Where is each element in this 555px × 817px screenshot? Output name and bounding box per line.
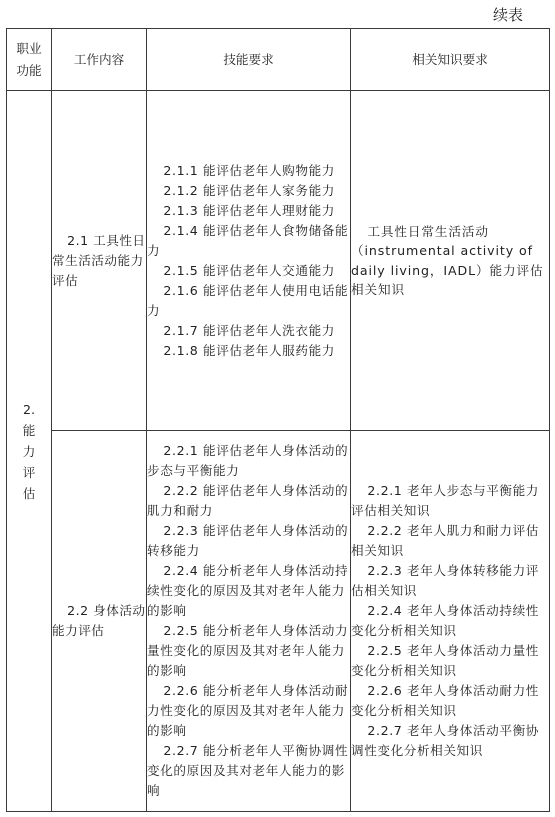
knowledge-item: 2.2.3 老年人身体转移能力评估相关知识 <box>351 563 539 598</box>
header-function-line-2: 功能 <box>16 62 42 78</box>
skill-item: 2.1.2 能评估老年人家务能力 <box>163 182 335 198</box>
skill-item: 2.2.2 能评估老年人身体活动的肌力和耐力 <box>147 483 349 518</box>
skill-item: 2.1.4 能评估老年人食物储备能力 <box>147 222 349 258</box>
work-content-text: 2.1 工具性日常生活活动能力评估 <box>52 232 146 288</box>
function-cell <box>7 91 52 812</box>
function-char: 能 <box>22 422 36 438</box>
skill-item: 2.2.6 能分析老年人身体活动耐力性变化的原因及其对老年人能力的影响 <box>147 683 349 738</box>
standards-table <box>6 28 550 812</box>
header-knowledge-requirements: 相关知识要求 <box>351 29 550 91</box>
work-content-text: 2.2 身体活动能力评估 <box>52 603 146 638</box>
skill-item: 2.2.1 能评估老年人身体活动的步态与平衡能力 <box>147 443 349 478</box>
skill-item: 2.2.3 能评估老年人身体活动的转移能力 <box>147 523 349 558</box>
header-work-content: 工作内容 <box>52 29 147 91</box>
function-char: 评 <box>22 464 36 480</box>
work-content-cell <box>52 431 147 812</box>
continued-label: 续表 <box>492 6 523 24</box>
knowledge-item: 2.2.5 老年人身体活动力量性变化分析相关知识 <box>351 643 539 678</box>
header-skill-requirements: 技能要求 <box>147 29 351 91</box>
header-function <box>7 29 52 91</box>
knowledge-cell <box>351 431 550 812</box>
skill-item: 2.1.3 能评估老年人理财能力 <box>163 202 335 218</box>
knowledge-cell <box>351 91 550 431</box>
knowledge-item: 工具性日常生活活动（instrumental activity of daily living，IADL）能力评估相关知识 <box>351 223 544 297</box>
skills-cell <box>147 431 351 812</box>
function-char: 估 <box>22 485 36 501</box>
skill-item: 2.1.8 能评估老年人服药能力 <box>163 342 335 358</box>
table-row <box>7 91 550 431</box>
skill-item: 2.2.5 能分析老年人身体活动力量性变化的原因及其对老年人能力的影响 <box>147 623 349 678</box>
knowledge-item: 2.2.6 老年人身体活动耐力性变化分析相关知识 <box>351 683 539 718</box>
skill-item: 2.1.5 能评估老年人交通能力 <box>163 262 335 278</box>
knowledge-item: 2.2.1 老年人步态与平衡能力评估相关知识 <box>351 483 539 518</box>
skills-cell <box>147 91 351 431</box>
header-row <box>7 29 550 91</box>
knowledge-item: 2.2.2 老年人肌力和耐力评估相关知识 <box>351 523 539 558</box>
function-char: 2. <box>22 401 36 417</box>
work-content-cell <box>52 91 147 431</box>
skill-item: 2.1.7 能评估老年人洗衣能力 <box>163 322 335 338</box>
header-function-line-1: 职业 <box>16 40 42 56</box>
function-char: 力 <box>22 443 36 459</box>
skill-item: 2.1.6 能评估老年人使用电话能力 <box>147 282 349 318</box>
skill-item: 2.2.4 能分析老年人身体活动持续性变化的原因及其对老年人能力的影响 <box>147 563 349 618</box>
knowledge-item: 2.2.4 老年人身体活动持续性变化分析相关知识 <box>351 603 539 638</box>
skill-item: 2.2.7 能分析老年人平衡协调性变化的原因及其对老年人能力的影响 <box>147 743 349 798</box>
table-row <box>7 431 550 812</box>
skill-item: 2.1.1 能评估老年人购物能力 <box>163 162 335 178</box>
knowledge-item: 2.2.7 老年人身体活动平衡协调性变化分析相关知识 <box>351 723 539 758</box>
